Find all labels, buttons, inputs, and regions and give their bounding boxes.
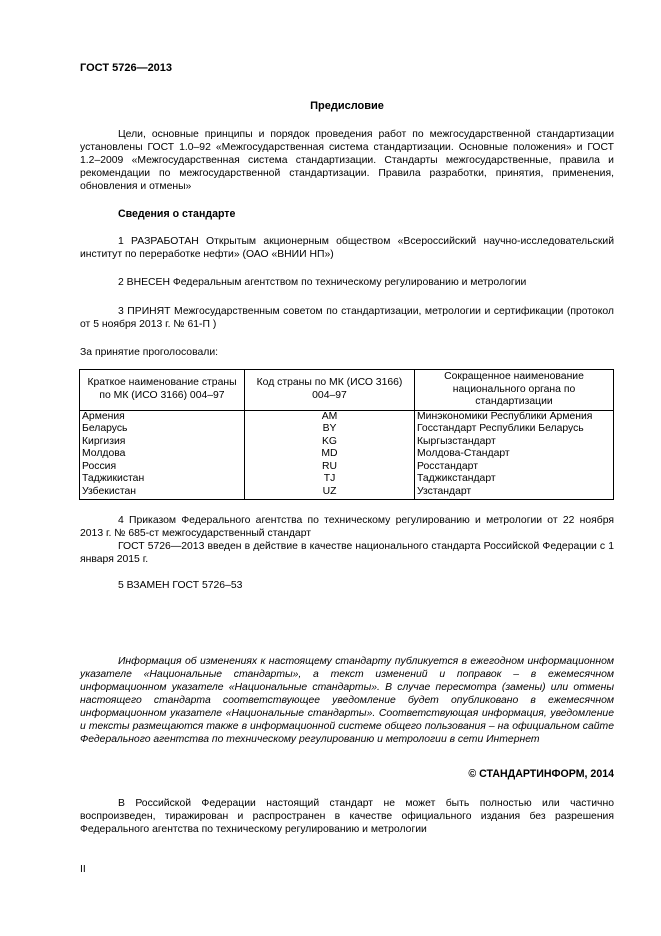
table-row xyxy=(80,448,614,461)
item-1-text: 1 РАЗРАБОТАН Открытым акционерным обществом «Всероссийский научно-исследовательский институт по переработке нефти» (ОАО «ВНИИ НП») xyxy=(80,236,614,260)
item-4-effective-text: ГОСТ 5726—2013 введен в действие в качестве национального стандарта Российской Федерации с 1 января 2015 г. xyxy=(80,541,614,565)
vote-label: За принятие проголосовали: xyxy=(80,347,219,358)
table-row xyxy=(80,461,614,474)
intro-text: Цели, основные принципы и порядок проведения работ по межгосударственной стандартизации установлены ГОСТ 1.0–92 «Межгосударственная система стандартизации. Основные положения» и ГОСТ 1.2–2009 «Межгосударственная система стандартизации. Стандарты межгосударственные, правила и рекомендации по межгосударственной стандартизации. Правила разработки, принятия, применения, обновления и отмены» xyxy=(80,129,614,192)
page-number: II xyxy=(80,864,86,875)
item-5 xyxy=(80,579,614,592)
country-cell: Молдова xyxy=(80,448,245,461)
item-5-text: 5 ВЗАМЕН ГОСТ 5726–53 xyxy=(118,580,243,591)
country-cell: Узбекистан xyxy=(80,486,245,499)
code-cell: BY xyxy=(245,423,415,436)
country-cell: Россия xyxy=(80,461,245,474)
body-cell: Таджикстандарт xyxy=(415,473,614,486)
country-cell: Беларусь xyxy=(80,423,245,436)
member-countries-table xyxy=(79,369,614,500)
header-code: Код страны по МК (ИСО 3166) 004–97 xyxy=(245,370,415,411)
code-cell: MD xyxy=(245,448,415,461)
body-cell: Молдова-Стандарт xyxy=(415,448,614,461)
document-header: ГОСТ 5726—2013 xyxy=(80,62,173,74)
item-2: 2 ВНЕСЕН Федеральным агентством по техническому регулированию и метрологии xyxy=(118,277,527,288)
reproduction-notice xyxy=(80,797,614,836)
code-cell: RU xyxy=(245,461,415,474)
table-row xyxy=(80,486,614,499)
section-subheading: Сведения о стандарте xyxy=(118,208,236,220)
country-cell: Армения xyxy=(80,410,245,423)
code-cell: UZ xyxy=(245,486,415,499)
changes-info-text: Информация об изменениях к настоящему стандарту публикуется в ежегодном информационном указателе «Национальные стандарты», а текст изменений и поправок – в ежемесячном информационном указателе «Национальные стандарты». В случае пересмотра (замены) или отмены настоящего стандарта соответствующее уведомление будет опубликовано в ежемесячном информационном указателе «Национальные стандарты». Соответствующая информация, уведомление и тексты размещаются также в информационной системе общего пользования – на официальном сайте Федерального агентства по техническому регулированию и метрологии в сети Интернет xyxy=(80,656,614,745)
item-1 xyxy=(80,235,614,261)
body-cell: Росстандарт xyxy=(415,461,614,474)
intro-paragraph xyxy=(80,128,614,193)
table-row xyxy=(80,423,614,436)
header-body: Сокращенное наименование национального органа по стандартизации xyxy=(415,370,614,411)
item-4-text: 4 Приказом Федерального агентства по техническому регулированию и метрологии от 22 ноября 2013 г. № 685-ст межгосударственный стандарт xyxy=(80,515,614,539)
body-cell: Кыргызстандарт xyxy=(415,436,614,449)
item-3 xyxy=(80,305,614,331)
table-row xyxy=(80,410,614,423)
body-cell: Госстандарт Республики Беларусь xyxy=(415,423,614,436)
body-cell: Узстандарт xyxy=(415,486,614,499)
country-cell: Киргизия xyxy=(80,436,245,449)
item-3-text: 3 ПРИНЯТ Межгосударственным советом по стандартизации, метрологии и сертификации (протокол от 5 ноября 2013 г. № 61-П ) xyxy=(80,306,614,330)
table-row xyxy=(80,473,614,486)
copyright: © СТАНДАРТИНФОРМ, 2014 xyxy=(468,768,614,780)
reproduction-notice-text: В Российской Федерации настоящий стандарт не может быть полностью или частично воспроизведен, тиражирован и распространен в качестве официального издания без разрешения Федерального агентства по техническому регулированию и метрологии xyxy=(80,798,614,835)
page-title: Предисловие xyxy=(310,100,384,112)
code-cell: KG xyxy=(245,436,415,449)
table-header-row xyxy=(80,370,614,411)
item-4 xyxy=(80,514,614,566)
table-row xyxy=(80,436,614,449)
header-country: Краткое наименование страны по МК (ИСО 3166) 004–97 xyxy=(80,370,245,411)
changes-info-paragraph xyxy=(80,655,614,746)
country-cell: Таджикистан xyxy=(80,473,245,486)
code-cell: TJ xyxy=(245,473,415,486)
code-cell: AM xyxy=(245,410,415,423)
body-cell: Минэкономики Республики Армения xyxy=(415,410,614,423)
